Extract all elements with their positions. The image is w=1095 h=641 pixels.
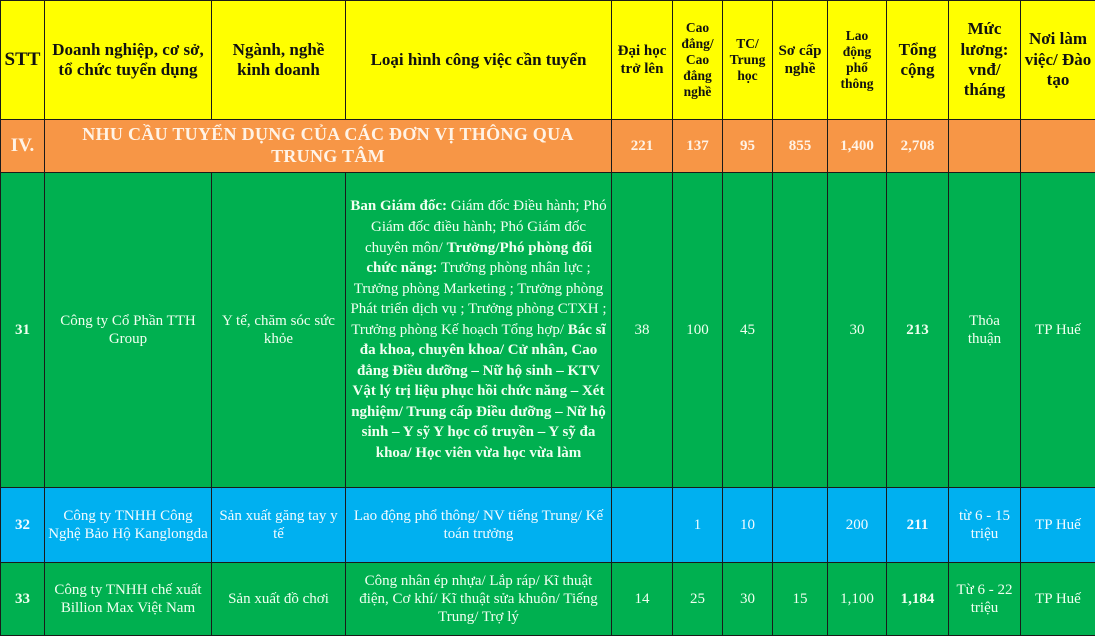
row-industry: Y tế, chăm sóc sức khỏe	[212, 173, 346, 488]
table-row	[1, 173, 1095, 488]
row-intermediate: 10	[723, 488, 773, 563]
header-total: Tổng cộng	[887, 1, 949, 120]
section-total: 2,708	[887, 120, 949, 173]
header-college: Cao đẳng/ Cao đẳng nghề	[673, 1, 723, 120]
section-general-labor: 1,400	[828, 120, 887, 173]
job-part: Trưởng phòng nhân lực ; Trưởng phòng Marketing ; Trưởng phòng Phát triển dịch vụ ; Trưởng phòng CTXH ; Trưởng phòng Kế hoạch Tổng hợp/	[350, 260, 607, 338]
header-salary: Mức lương: vnđ/ tháng	[949, 1, 1021, 120]
row-company: Công ty Cổ Phần TTH Group	[45, 173, 212, 488]
job-part: Giám đốc Điều hành; Phó Giám đốc điều hành; Phó Giám đốc chuyên môn/	[364, 198, 607, 256]
section-college: 137	[673, 120, 723, 173]
section-number: IV.	[1, 120, 45, 173]
row-industry: Sản xuất găng tay y tế	[212, 488, 346, 563]
row-job-types	[346, 173, 612, 488]
row-elementary	[773, 488, 828, 563]
row-total: 213	[887, 173, 949, 488]
row-salary: Từ 6 - 22 triệu	[949, 563, 1021, 636]
header-intermediate: TC/ Trung học	[723, 1, 773, 120]
section-salary	[949, 120, 1021, 173]
row-general-labor: 200	[828, 488, 887, 563]
row-stt: 31	[1, 173, 45, 488]
row-college: 1	[673, 488, 723, 563]
row-total: 211	[887, 488, 949, 563]
row-stt: 33	[1, 563, 45, 636]
row-university: 38	[612, 173, 673, 488]
row-elementary: 15	[773, 563, 828, 636]
header-university: Đại học trở lên	[612, 1, 673, 120]
section-university: 221	[612, 120, 673, 173]
row-salary: từ 6 - 15 triệu	[949, 488, 1021, 563]
job-part: Ban Giám đốc:	[350, 198, 451, 215]
row-total: 1,184	[887, 563, 949, 636]
job-part: Trưởng/Phó phòng đối chức năng:	[366, 239, 593, 277]
section-row	[1, 120, 1095, 173]
row-intermediate: 30	[723, 563, 773, 636]
row-general-labor: 1,100	[828, 563, 887, 636]
header-location: Nơi làm việc/ Đào tạo	[1021, 1, 1095, 120]
header-stt: STT	[1, 1, 45, 120]
row-salary: Thỏa thuận	[949, 173, 1021, 488]
row-job-types: Lao động phổ thông/ NV tiếng Trung/ Kế toán trưởng	[346, 488, 612, 563]
row-university	[612, 488, 673, 563]
row-location: TP Huế	[1021, 563, 1095, 636]
row-stt: 32	[1, 488, 45, 563]
section-location	[1021, 120, 1095, 173]
row-job-types: Công nhân ép nhựa/ Lắp ráp/ Kĩ thuật điện, Cơ khí/ Kĩ thuật sửa khuôn/ Tiếng Trung/ Trợ lý	[346, 563, 612, 636]
section-title: NHU CẦU TUYỂN DỤNG CỦA CÁC ĐƠN VỊ THÔNG QUA TRUNG TÂM	[45, 120, 612, 173]
row-location: TP Huế	[1021, 173, 1095, 488]
row-college: 100	[673, 173, 723, 488]
table-row	[1, 563, 1095, 636]
row-university: 14	[612, 563, 673, 636]
header-company: Doanh nghiệp, cơ sở, tổ chức tuyển dụng	[45, 1, 212, 120]
section-elementary: 855	[773, 120, 828, 173]
row-elementary	[773, 173, 828, 488]
row-location: TP Huế	[1021, 488, 1095, 563]
header-job-types: Loại hình công việc cần tuyển	[346, 1, 612, 120]
row-general-labor: 30	[828, 173, 887, 488]
job-part: Bác sĩ đa khoa, chuyên khoa/ Cử nhân, Cao đẳng Điều dưỡng – Nữ hộ sinh – KTV Vật lý trị liệu phục hồi chức năng – Xét nghiệm/ Trung cấp Điều dưỡng – Nữ hộ sinh – Y sỹ Y học cổ truyền – Y sỹ đa khoa/ Học viên vừa học vừa làm	[351, 321, 606, 461]
header-industry: Ngành, nghề kinh doanh	[212, 1, 346, 120]
row-company: Công ty TNHH chế xuất Billion Max Việt Nam	[45, 563, 212, 636]
section-intermediate: 95	[723, 120, 773, 173]
row-industry: Sản xuất đồ chơi	[212, 563, 346, 636]
header-general-labor: Lao động phổ thông	[828, 1, 887, 120]
row-company: Công ty TNHH Công Nghệ Bảo Hộ Kanglongda	[45, 488, 212, 563]
row-college: 25	[673, 563, 723, 636]
table-row	[1, 488, 1095, 563]
row-intermediate: 45	[723, 173, 773, 488]
header-row	[1, 1, 1095, 120]
header-elementary: Sơ cấp nghề	[773, 1, 828, 120]
